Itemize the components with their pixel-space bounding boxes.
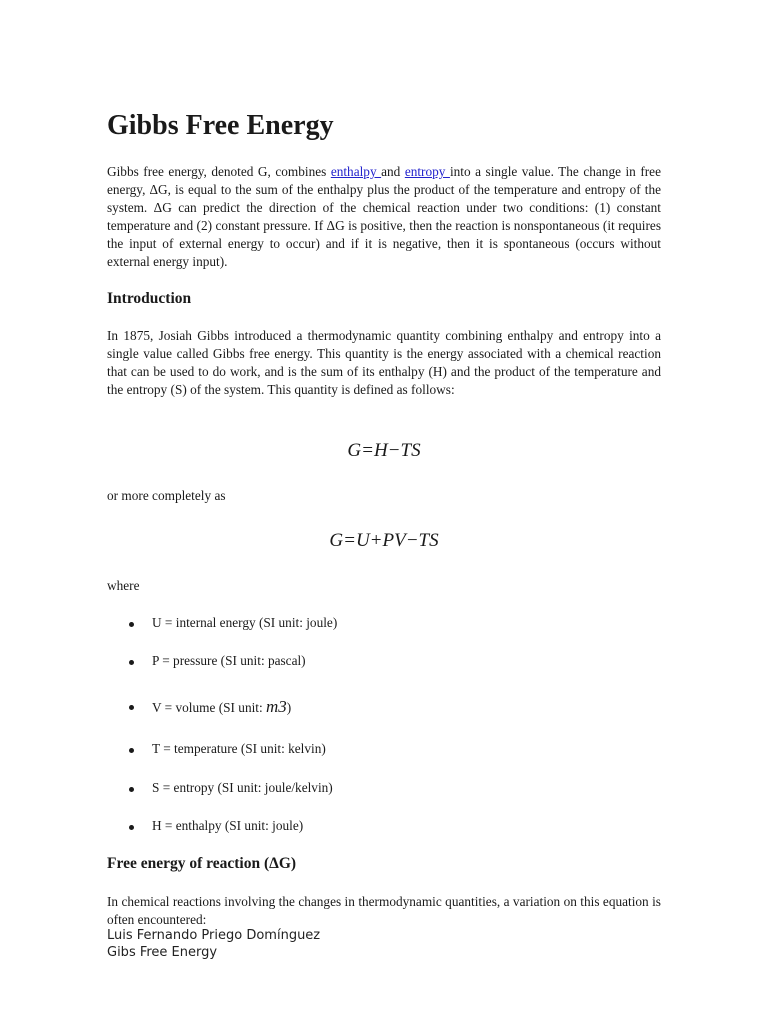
bullet-icon	[129, 660, 134, 665]
where-text: where	[107, 578, 140, 593]
or-more-completely-text: or more completely as	[107, 488, 226, 503]
list-item-text: P = pressure (SI unit: pascal)	[152, 653, 306, 668]
intro-text-and: and	[381, 164, 405, 179]
intro-paragraph	[107, 163, 661, 271]
bullet-icon	[129, 705, 134, 710]
list-item-text: S = entropy (SI unit: joule/kelvin)	[152, 780, 333, 795]
bullet-icon	[129, 622, 134, 627]
entropy-link[interactable]: entropy	[404, 164, 450, 179]
unit-math: m3	[266, 697, 287, 716]
equation-gibbs-complete: G=U+PV−TS	[329, 530, 439, 551]
footer-doc-title: Gibs Free Energy	[107, 945, 218, 960]
intro-text-start: Gibbs free energy, denoted G, combines	[107, 164, 331, 179]
list-item-text: V = volume (SI unit: m3)	[152, 697, 292, 716]
bullet-icon	[129, 825, 134, 830]
free-energy-paragraph: In chemical reactions involving the changes in thermodynamic quantities, a variation on this equation is often encountered:	[107, 894, 661, 927]
list-item-text: T = temperature (SI unit: kelvin)	[152, 741, 326, 756]
intro-text-rest: into a single value. The change in free energy, ΔG, is equal to the sum of the enthalpy plus the product of the temperature and entropy of the system. ΔG can predict the direction of the chemical reaction under two conditions: (1) constant temperature and (2) constant pressure. If ΔG is positive, then the reaction is nonspontaneous (it requires the input of external energy to occur) and if it is negative, then it is spontaneous (occurs without external energy input).	[107, 164, 661, 269]
bullet-icon	[129, 748, 134, 753]
heading-free-energy-of-reaction: Free energy of reaction (ΔG)	[107, 855, 297, 872]
introduction-paragraph: In 1875, Josiah Gibbs introduced a thermodynamic quantity combining enthalpy and entropy into a single value called Gibbs free energy. This quantity is the energy associated with a chemical reaction that can be used to do work, and is the sum of its enthalpy (H) and the product of the temperature and the entropy (S) of the system. This quantity is defined as follows:	[107, 328, 661, 397]
footer-author: Luis Fernando Priego Domínguez	[107, 928, 321, 943]
equation-gibbs-basic: G=H−TS	[347, 440, 421, 461]
enthalpy-link[interactable]: enthalpy	[330, 164, 382, 179]
page-title: Gibbs Free Energy	[107, 110, 334, 141]
list-item-text: H = enthalpy (SI unit: joule)	[152, 818, 304, 833]
list-item-text: U = internal energy (SI unit: joule)	[152, 615, 338, 630]
heading-introduction: Introduction	[107, 290, 192, 307]
bullet-icon	[129, 787, 134, 792]
